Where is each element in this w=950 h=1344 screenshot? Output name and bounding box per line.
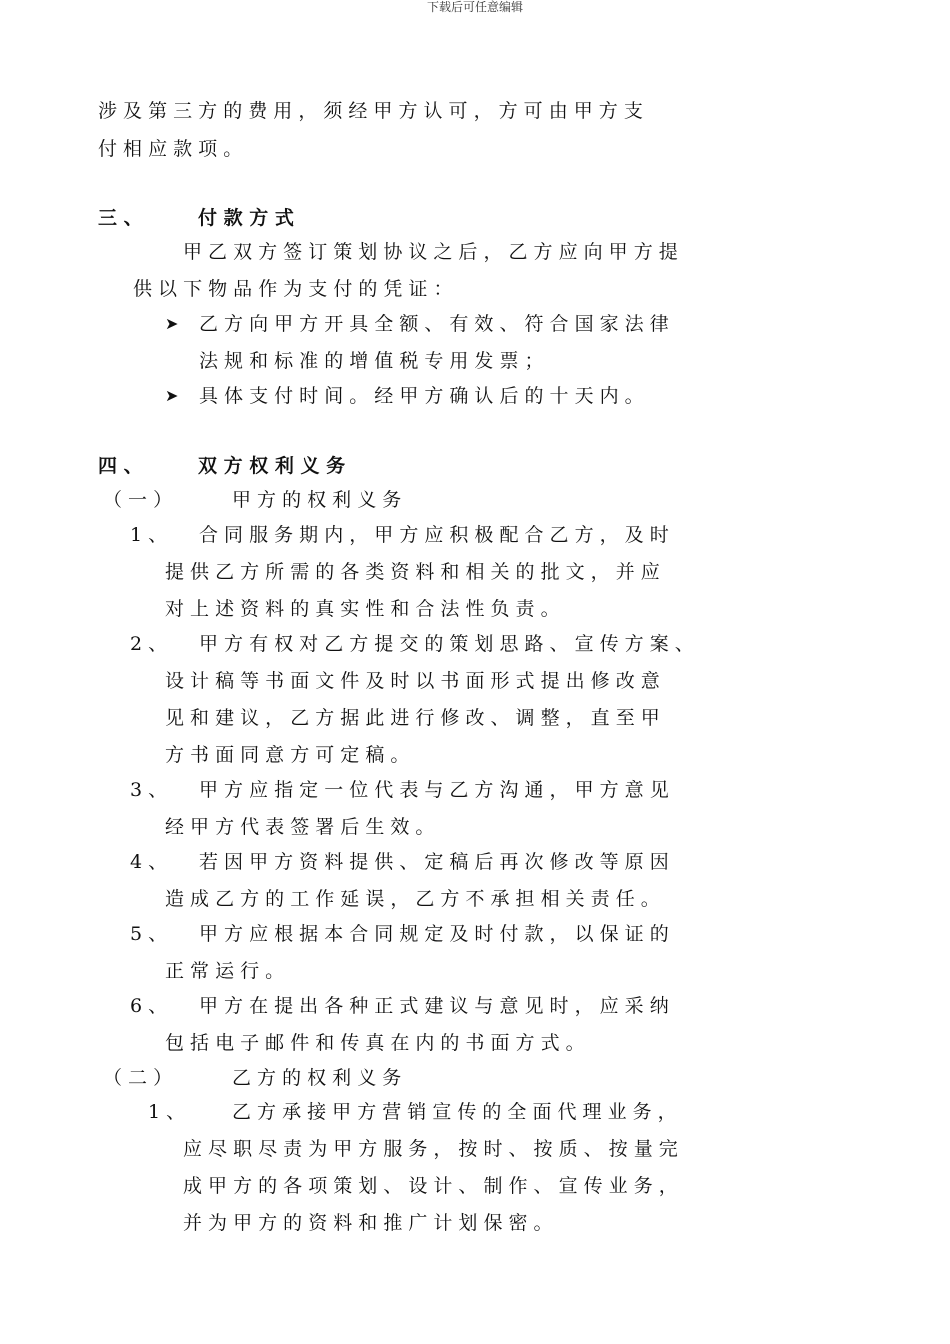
item-text: 方 书 面 同 意 方 可 定 稿 。	[165, 744, 410, 766]
item-text: 造 成 乙 方 的 工 作 延 误 ， 乙 方 不 承 担 相 关 责 任 。	[165, 888, 660, 910]
bullet-item-text: 具 体 支 付 时 间 。 经 甲 方 确 认 后 的 十 天 内 。	[199, 385, 644, 407]
paragraph-line: 涉 及 第 三 方 的 费 用 ， 须 经 甲 方 认 可 ， 方 可 由 甲 方 支	[98, 100, 643, 122]
item-text: 甲 方 在 提 出 各 种 正 式 建 议 与 意 见 时 ， 应 采 纳	[199, 995, 669, 1017]
paragraph-line: 供 以 下 物 品 作 为 支 付 的 凭 证 ：	[133, 278, 453, 300]
bullet-arrow-icon: ➤	[165, 314, 179, 333]
item-text: 正 常 运 行 。	[165, 960, 285, 982]
section-number: 四 、	[98, 455, 143, 477]
item-text: 甲 方 应 指 定 一 位 代 表 与 乙 方 沟 通 ， 甲 方 意 见	[199, 779, 669, 801]
item-text: 经 甲 方 代 表 签 署 后 生 效 。	[165, 816, 435, 838]
item-number: 6 、	[130, 995, 168, 1017]
item-text: 乙 方 承 接 甲 方 营 销 宣 传 的 全 面 代 理 业 务 ，	[232, 1101, 677, 1123]
subsection-heading: 甲 方 的 权 利 义 务	[232, 489, 402, 511]
paragraph-line: 付 相 应 款 项 。	[98, 138, 243, 160]
item-number: 4 、	[130, 851, 168, 873]
item-text: 设 计 稿 等 书 面 文 件 及 时 以 书 面 形 式 提 出 修 改 意	[165, 670, 660, 692]
subsection-number: （ 二 ）	[103, 1067, 173, 1089]
item-text: 甲 方 有 权 对 乙 方 提 交 的 策 划 思 路 、 宣 传 方 案 、	[199, 633, 694, 655]
item-text: 见 和 建 议 ， 乙 方 据 此 进 行 修 改 、 调 整 ， 直 至 甲	[165, 707, 660, 729]
paragraph-line: 甲 乙 双 方 签 订 策 划 协 议 之 后 ， 乙 方 应 向 甲 方 提	[183, 241, 678, 263]
bullet-item-text: 法 规 和 标 准 的 增 值 税 专 用 发 票 ；	[199, 350, 544, 372]
section-heading: 付 款 方 式	[198, 207, 294, 229]
item-number: 3 、	[130, 779, 168, 801]
item-text: 包 括 电 子 邮 件 和 传 真 在 内 的 书 面 方 式 。	[165, 1032, 585, 1054]
page-header: 下载后可任意编辑	[426, 0, 523, 14]
item-text: 并 为 甲 方 的 资 料 和 推 广 计 划 保 密 。	[183, 1212, 553, 1234]
item-text: 提 供 乙 方 所 需 的 各 类 资 料 和 相 关 的 批 文 ， 并 应	[165, 561, 660, 583]
subsection-number: （ 一 ）	[103, 489, 173, 511]
item-number: 1 、	[130, 524, 168, 546]
section-number: 三 、	[98, 207, 143, 229]
subsection-heading: 乙 方 的 权 利 义 务	[232, 1067, 402, 1089]
item-number: 5 、	[130, 923, 168, 945]
item-number: 2 、	[130, 633, 168, 655]
item-text: 应 尽 职 尽 责 为 甲 方 服 务 ， 按 时 、 按 质 、 按 量 完	[183, 1138, 678, 1160]
item-text: 合 同 服 务 期 内 ， 甲 方 应 积 极 配 合 乙 方 ， 及 时	[199, 524, 669, 546]
section-heading: 双 方 权 利 义 务	[198, 455, 346, 477]
item-text: 对 上 述 资 料 的 真 实 性 和 合 法 性 负 责 。	[165, 598, 560, 620]
item-text: 若 因 甲 方 资 料 提 供 、 定 稿 后 再 次 修 改 等 原 因	[199, 851, 669, 873]
bullet-item-text: 乙 方 向 甲 方 开 具 全 额 、 有 效 、 符 合 国 家 法 律	[199, 313, 669, 335]
bullet-arrow-icon: ➤	[165, 386, 179, 405]
item-text: 甲 方 应 根 据 本 合 同 规 定 及 时 付 款 ， 以 保 证 的	[199, 923, 669, 945]
item-text: 成 甲 方 的 各 项 策 划 、 设 计 、 制 作 、 宣 传 业 务 ，	[183, 1175, 678, 1197]
item-number: 1 、	[148, 1101, 186, 1123]
